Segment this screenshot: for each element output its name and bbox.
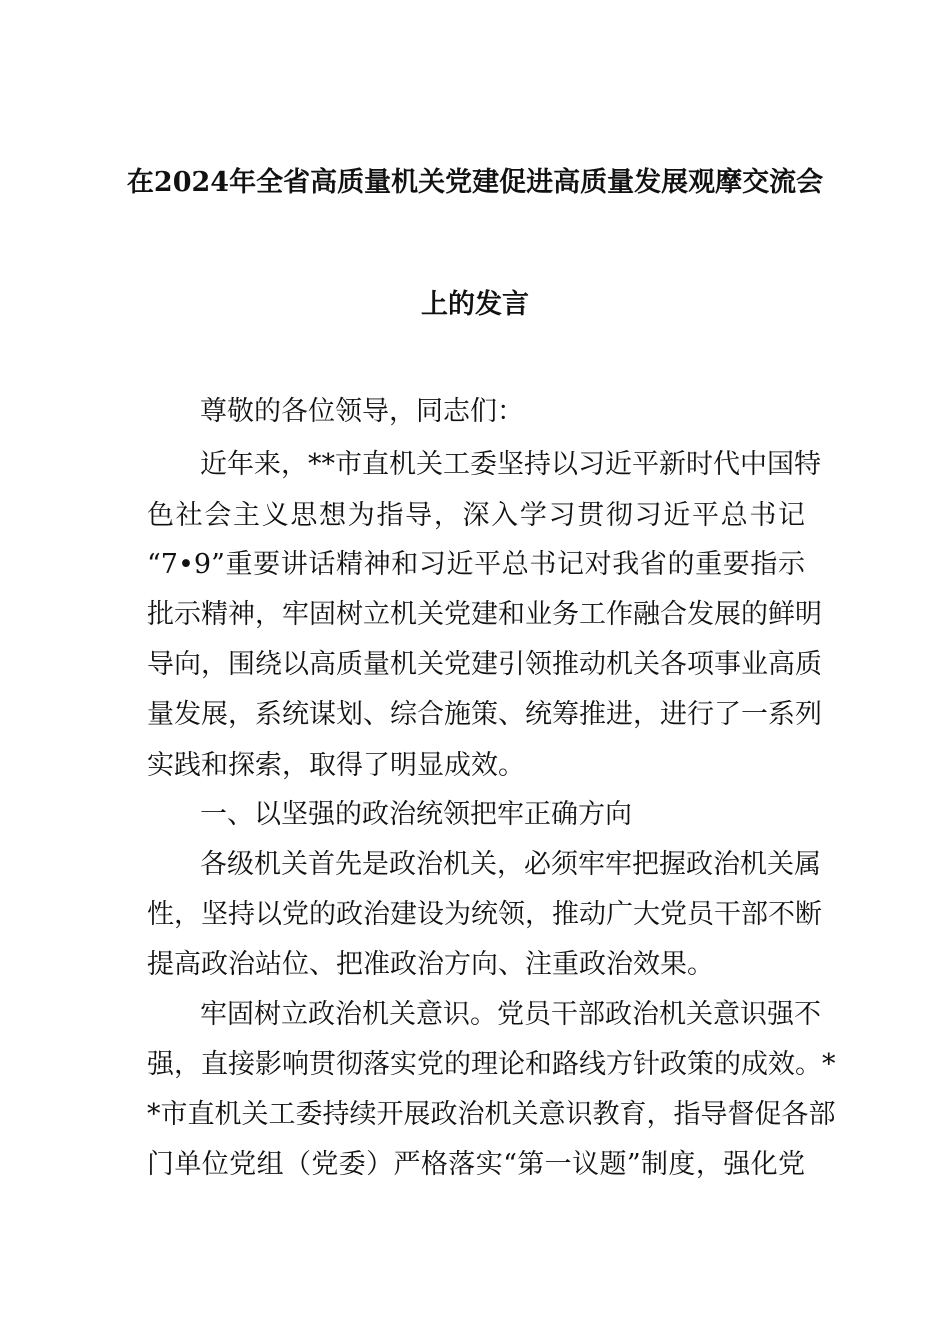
paragraph-1-line: 实践和探索，取得了明显成效。	[147, 750, 525, 781]
paragraph-3-line: 强，直接影响贯彻落实党的理论和路线方针政策的成效。*	[147, 1049, 836, 1080]
paragraph-2-line: 提高政治站位、把准政治方向、注重政治效果。	[147, 949, 714, 980]
paragraph-3-line: 牢固树立政治机关意识。党员干部政治机关意识强不	[200, 999, 821, 1030]
paragraph-1-line: 批示精神，牢固树立机关党建和业务工作融合发展的鲜明	[147, 599, 822, 630]
paragraph-1-line: “7•9”重要讲话精神和习近平总书记对我省的重要指示	[147, 549, 805, 580]
paragraph-3-line: *市直机关工委持续开展政治机关意识教育，指导督促各部	[147, 1099, 836, 1130]
paragraph-2-line: 性，坚持以党的政治建设为统领，推动广大党员干部不断	[147, 899, 822, 930]
paragraph-2-line: 各级机关首先是政治机关，必须牢牢把握政治机关属	[200, 849, 821, 880]
paragraph-1-line: 导向，围绕以高质量机关党建引领推动机关各项事业高质	[147, 649, 822, 680]
section-heading-1: 一、以坚强的政治统领把牢正确方向	[200, 799, 632, 830]
paragraph-1-line: 近年来，**市直机关工委坚持以习近平新时代中国特	[200, 449, 821, 480]
paragraph-1-line: 量发展，系统谋划、综合施策、统筹推进，进行了一系列	[147, 699, 822, 730]
document-title-line-2: 上的发言	[421, 289, 529, 320]
document-title-line-1: 在2024年全省高质量机关党建促进高质量发展观摩交流会	[126, 167, 824, 198]
paragraph-3-line: 门单位党组（党委）严格落实“第一议题”制度，强化党	[147, 1149, 805, 1180]
salutation: 尊敬的各位领导，同志们：	[200, 396, 524, 427]
paragraph-1-line: 色社会主义思想为指导，深入学习贯彻习近平总书记	[147, 500, 805, 531]
